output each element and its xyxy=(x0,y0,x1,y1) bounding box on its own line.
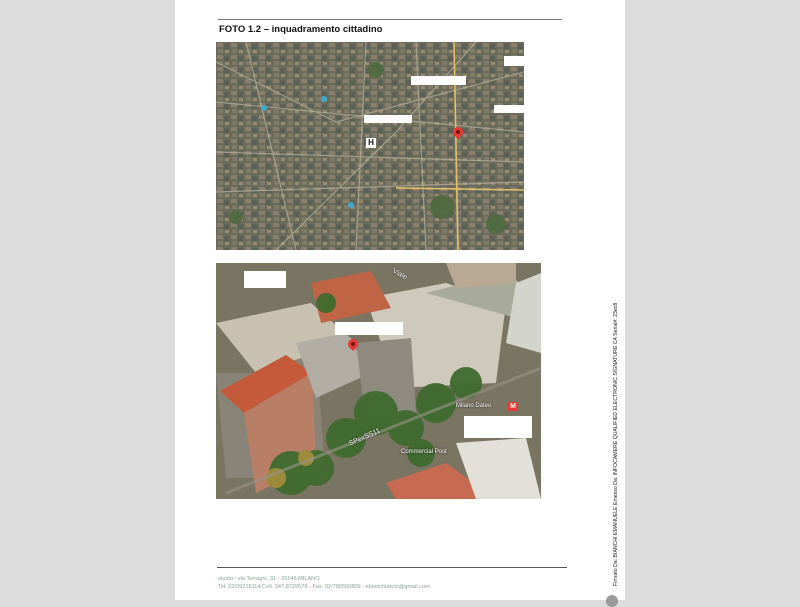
footer-address: studio - via Terragni, 31 - 20146 MILANO xyxy=(218,576,320,582)
redaction-box xyxy=(464,416,532,438)
hospital-marker-icon: H xyxy=(366,138,376,148)
station-label: Milano Dateo xyxy=(456,403,492,409)
city-map-satellite xyxy=(216,42,524,250)
metro-icon: M xyxy=(508,402,518,411)
header-rule xyxy=(218,19,562,20)
footer-rule xyxy=(217,567,567,568)
scroll-indicator-icon xyxy=(606,595,618,607)
highway-label: SPexSS11 xyxy=(348,427,382,448)
redaction-box xyxy=(411,76,466,85)
redaction-box xyxy=(335,322,403,335)
aerial-3d-view xyxy=(216,263,541,499)
document-page xyxy=(175,0,625,600)
digital-signature-text: Firmato Da: BIANCHI EMANUELE Emesso Da: INFOCAMERE QUALIFIED ELECTRONIC SIGNATURE CA Serial#: 23ec8 xyxy=(613,302,619,586)
redaction-box xyxy=(364,115,412,123)
road-label: Viale xyxy=(391,267,409,282)
poi-label: Commercial Post xyxy=(401,449,447,455)
redaction-box xyxy=(504,56,524,66)
photo-caption: FOTO 1.2 – inquadramento cittadino xyxy=(219,24,383,35)
redaction-box xyxy=(494,105,524,113)
aerial-graphic xyxy=(216,263,541,499)
redaction-box xyxy=(244,271,286,288)
footer-contacts: Tel. 02/39218114 Cell. 347.8729579 - Fax. 02/700550809 - ebianchiarchi@gmail.com xyxy=(218,584,430,590)
